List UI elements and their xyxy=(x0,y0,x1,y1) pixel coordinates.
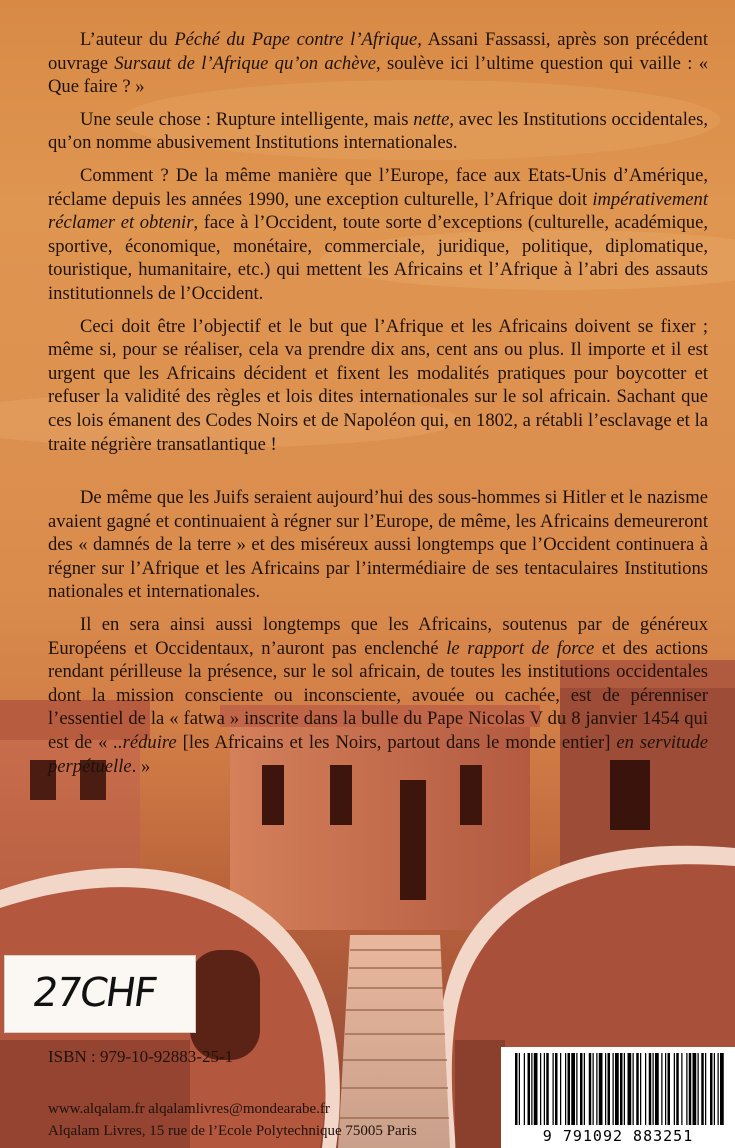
back-cover-text xyxy=(48,28,708,787)
barcode-bar xyxy=(615,1053,619,1125)
barcode-bar xyxy=(528,1053,531,1125)
barcode-bar xyxy=(596,1053,597,1125)
barcode-bar xyxy=(576,1053,577,1125)
barcode-bar xyxy=(524,1053,525,1125)
paragraph-3-emphasis: impérativement réclamer et obtenir xyxy=(48,188,708,234)
barcode-bar xyxy=(534,1053,538,1125)
barcode-bar xyxy=(589,1053,592,1125)
paragraph-1-title-2: Sursaut de l’Afrique qu’on achève xyxy=(114,52,376,74)
paragraph-1 xyxy=(48,28,708,99)
isbn-barcode xyxy=(501,1047,735,1148)
paragraph-2 xyxy=(48,108,708,155)
barcode-bar xyxy=(676,1053,679,1125)
barcode-bar xyxy=(540,1053,541,1125)
barcode-bar xyxy=(519,1053,520,1125)
barcode-bar xyxy=(605,1053,606,1125)
barcode-bar xyxy=(653,1053,654,1125)
paragraph-1-part-2: , Assani Fassassi, après son précédent ouvrage xyxy=(48,29,708,74)
paragraph-4-text: Ceci doit être l’objectif et le but que l’Afrique et les Africains doivent se fixer ; même si, pour se réaliser, cela va prendre dix ans, cent ans ou plus. Il importe et il est urgent que les Africains décident et fixent les modalités pratiques pour boycotter et refuser la validité des règles et lois dites internationales sur le sol africain. Sachant que ces lois émanent des Codes Noirs et de Napoléon qui, en 1802, a rétabli l’esclavage et la traite négrière transatlantique ! xyxy=(48,315,708,455)
publisher-footer xyxy=(48,1098,417,1142)
barcode-bar xyxy=(628,1053,632,1125)
paragraph-6-part-3: [les Africains et les Noirs, partout dans le monde entier] xyxy=(176,732,617,754)
barcode-bar xyxy=(568,1053,571,1125)
barcode-bar xyxy=(553,1053,554,1125)
paragraph-5 xyxy=(48,486,708,604)
paragraph-1-part-1: L’auteur du xyxy=(80,29,175,50)
barcode-bar xyxy=(584,1053,585,1125)
barcode-bar xyxy=(565,1053,566,1125)
barcode-bar xyxy=(571,1053,575,1125)
price-sticker xyxy=(4,955,196,1033)
paragraph-2-emphasis: nette xyxy=(413,108,450,130)
barcode-bar xyxy=(701,1053,704,1125)
barcode-bar xyxy=(681,1053,682,1125)
paragraph-6-part-1: Il en sera ainsi aussi longtemps que les Africains, soutenus par de généreux Européens et Occidentaux, n’auront pas enclenché xyxy=(48,614,708,659)
publisher-web-email: www.alqalam.fr alqalamlivres@mondearabe.fr xyxy=(48,1101,330,1117)
paragraph-2-part-1: Une seule chose : Rupture intelligente, mais xyxy=(80,108,414,130)
barcode-bar xyxy=(668,1053,671,1125)
barcode-bar xyxy=(674,1053,675,1125)
barcode-digits: 9 791092 883251 xyxy=(542,1127,694,1145)
barcode-bar xyxy=(544,1053,545,1125)
barcode-bar xyxy=(546,1053,549,1125)
barcode-bar xyxy=(560,1053,561,1125)
barcode-bar xyxy=(580,1053,583,1125)
paragraph-6-emphasis-2: ..réduire xyxy=(113,732,177,754)
barcode-bar xyxy=(599,1053,603,1125)
barcode-bar xyxy=(718,1053,719,1125)
barcode-bar xyxy=(686,1053,687,1125)
paragraph-1-part-3: , soulève ici l’ultime question qui vaille : « Que faire ? » xyxy=(48,52,708,98)
paragraph-3 xyxy=(48,164,708,306)
barcode-bar xyxy=(693,1053,697,1125)
paragraph-1-title-1: Péché du Pape contre l’Afrique xyxy=(174,29,418,50)
paragraph-5-text: De même que les Juifs seraient aujourd’hui des sous-hommes si Hitler et le nazisme avaient gagné et continuaient à régner sur l’Europe, de même, les Africains demeureront des « damnés de la terre » et des miséreux aussi longtemps que l’Occident continuera à régner sur l’Afrique et les Africains par l’intermédiaire de ses tentaculaires Institutions nationales et internationales. xyxy=(48,487,708,603)
barcode-bar xyxy=(593,1053,594,1125)
paragraph-3-part-2: , face à l’Occident, toute sorte d’exceptions (culturelle, académique, sportive, économique, monétaire, commerciale, juridique, politique, diplomatique, touristique, humanitaire, etc.) qui mettent les Africains et l’Afrique à l’abri des assauts institutionnels de l’Occident. xyxy=(48,212,708,304)
barcode-bar xyxy=(531,1053,532,1125)
barcode-bar xyxy=(655,1053,659,1125)
paragraph-3-part-1: Comment ? De la même manière que l’Europe, face aux Etats-Unis d’Amérique, réclame depuis les années 1990, une exception culturelle, l’Afrique doit xyxy=(48,164,708,210)
barcode-bar xyxy=(636,1053,639,1125)
barcode-bar xyxy=(689,1053,692,1125)
isbn-number: ISBN : 979-10-92883-25-1 xyxy=(48,1047,234,1066)
price-handwriting: 27CHF xyxy=(29,970,159,1016)
paragraph-6-part-4: . » xyxy=(131,755,151,777)
paragraph-2-part-2: , avec les Institutions occidentales, qu’on nomme abusivement Institutions internationales. xyxy=(48,108,708,154)
barcode-bar xyxy=(624,1053,625,1125)
barcode-bar xyxy=(640,1053,641,1125)
paragraph-6-emphasis-3: en servitude perpétuelle xyxy=(48,732,709,777)
barcode-bar xyxy=(633,1053,634,1125)
barcode-bar xyxy=(515,1053,518,1125)
barcode-bar xyxy=(645,1053,646,1125)
barcode-bars xyxy=(501,1047,735,1129)
publisher-address: Alqalam Livres, 15 rue de l’Ecole Polytechnique 75005 Paris xyxy=(48,1123,417,1139)
barcode-bar xyxy=(720,1053,724,1125)
paragraph-6-part-2: et des actions rendant périlleuse la présence, sur le sol africain, de toutes les institutions occidentales dont la mission consciente ou inconsciente, avouée ou cachée, est de pérenniser l’essentiel de la « fatwa » inscrite dans la bulle du Pape Nicolas V du 8 janvier 1454 qui est de « xyxy=(48,637,708,754)
paragraph-6 xyxy=(48,613,708,778)
paragraph-6-emphasis-1: le rapport de force xyxy=(446,637,595,659)
barcode-bar xyxy=(710,1053,713,1125)
barcode-bar xyxy=(665,1053,666,1125)
barcode-bar xyxy=(705,1053,706,1125)
barcode-bar xyxy=(608,1053,611,1125)
paragraph-4 xyxy=(48,315,708,457)
barcode-bar xyxy=(698,1053,699,1125)
barcode-bar xyxy=(613,1053,614,1125)
barcode-bar xyxy=(620,1053,623,1125)
barcode-bar xyxy=(714,1053,715,1125)
barcode-bar xyxy=(555,1053,558,1125)
barcode-bar xyxy=(649,1053,652,1125)
barcode-bar xyxy=(661,1053,662,1125)
